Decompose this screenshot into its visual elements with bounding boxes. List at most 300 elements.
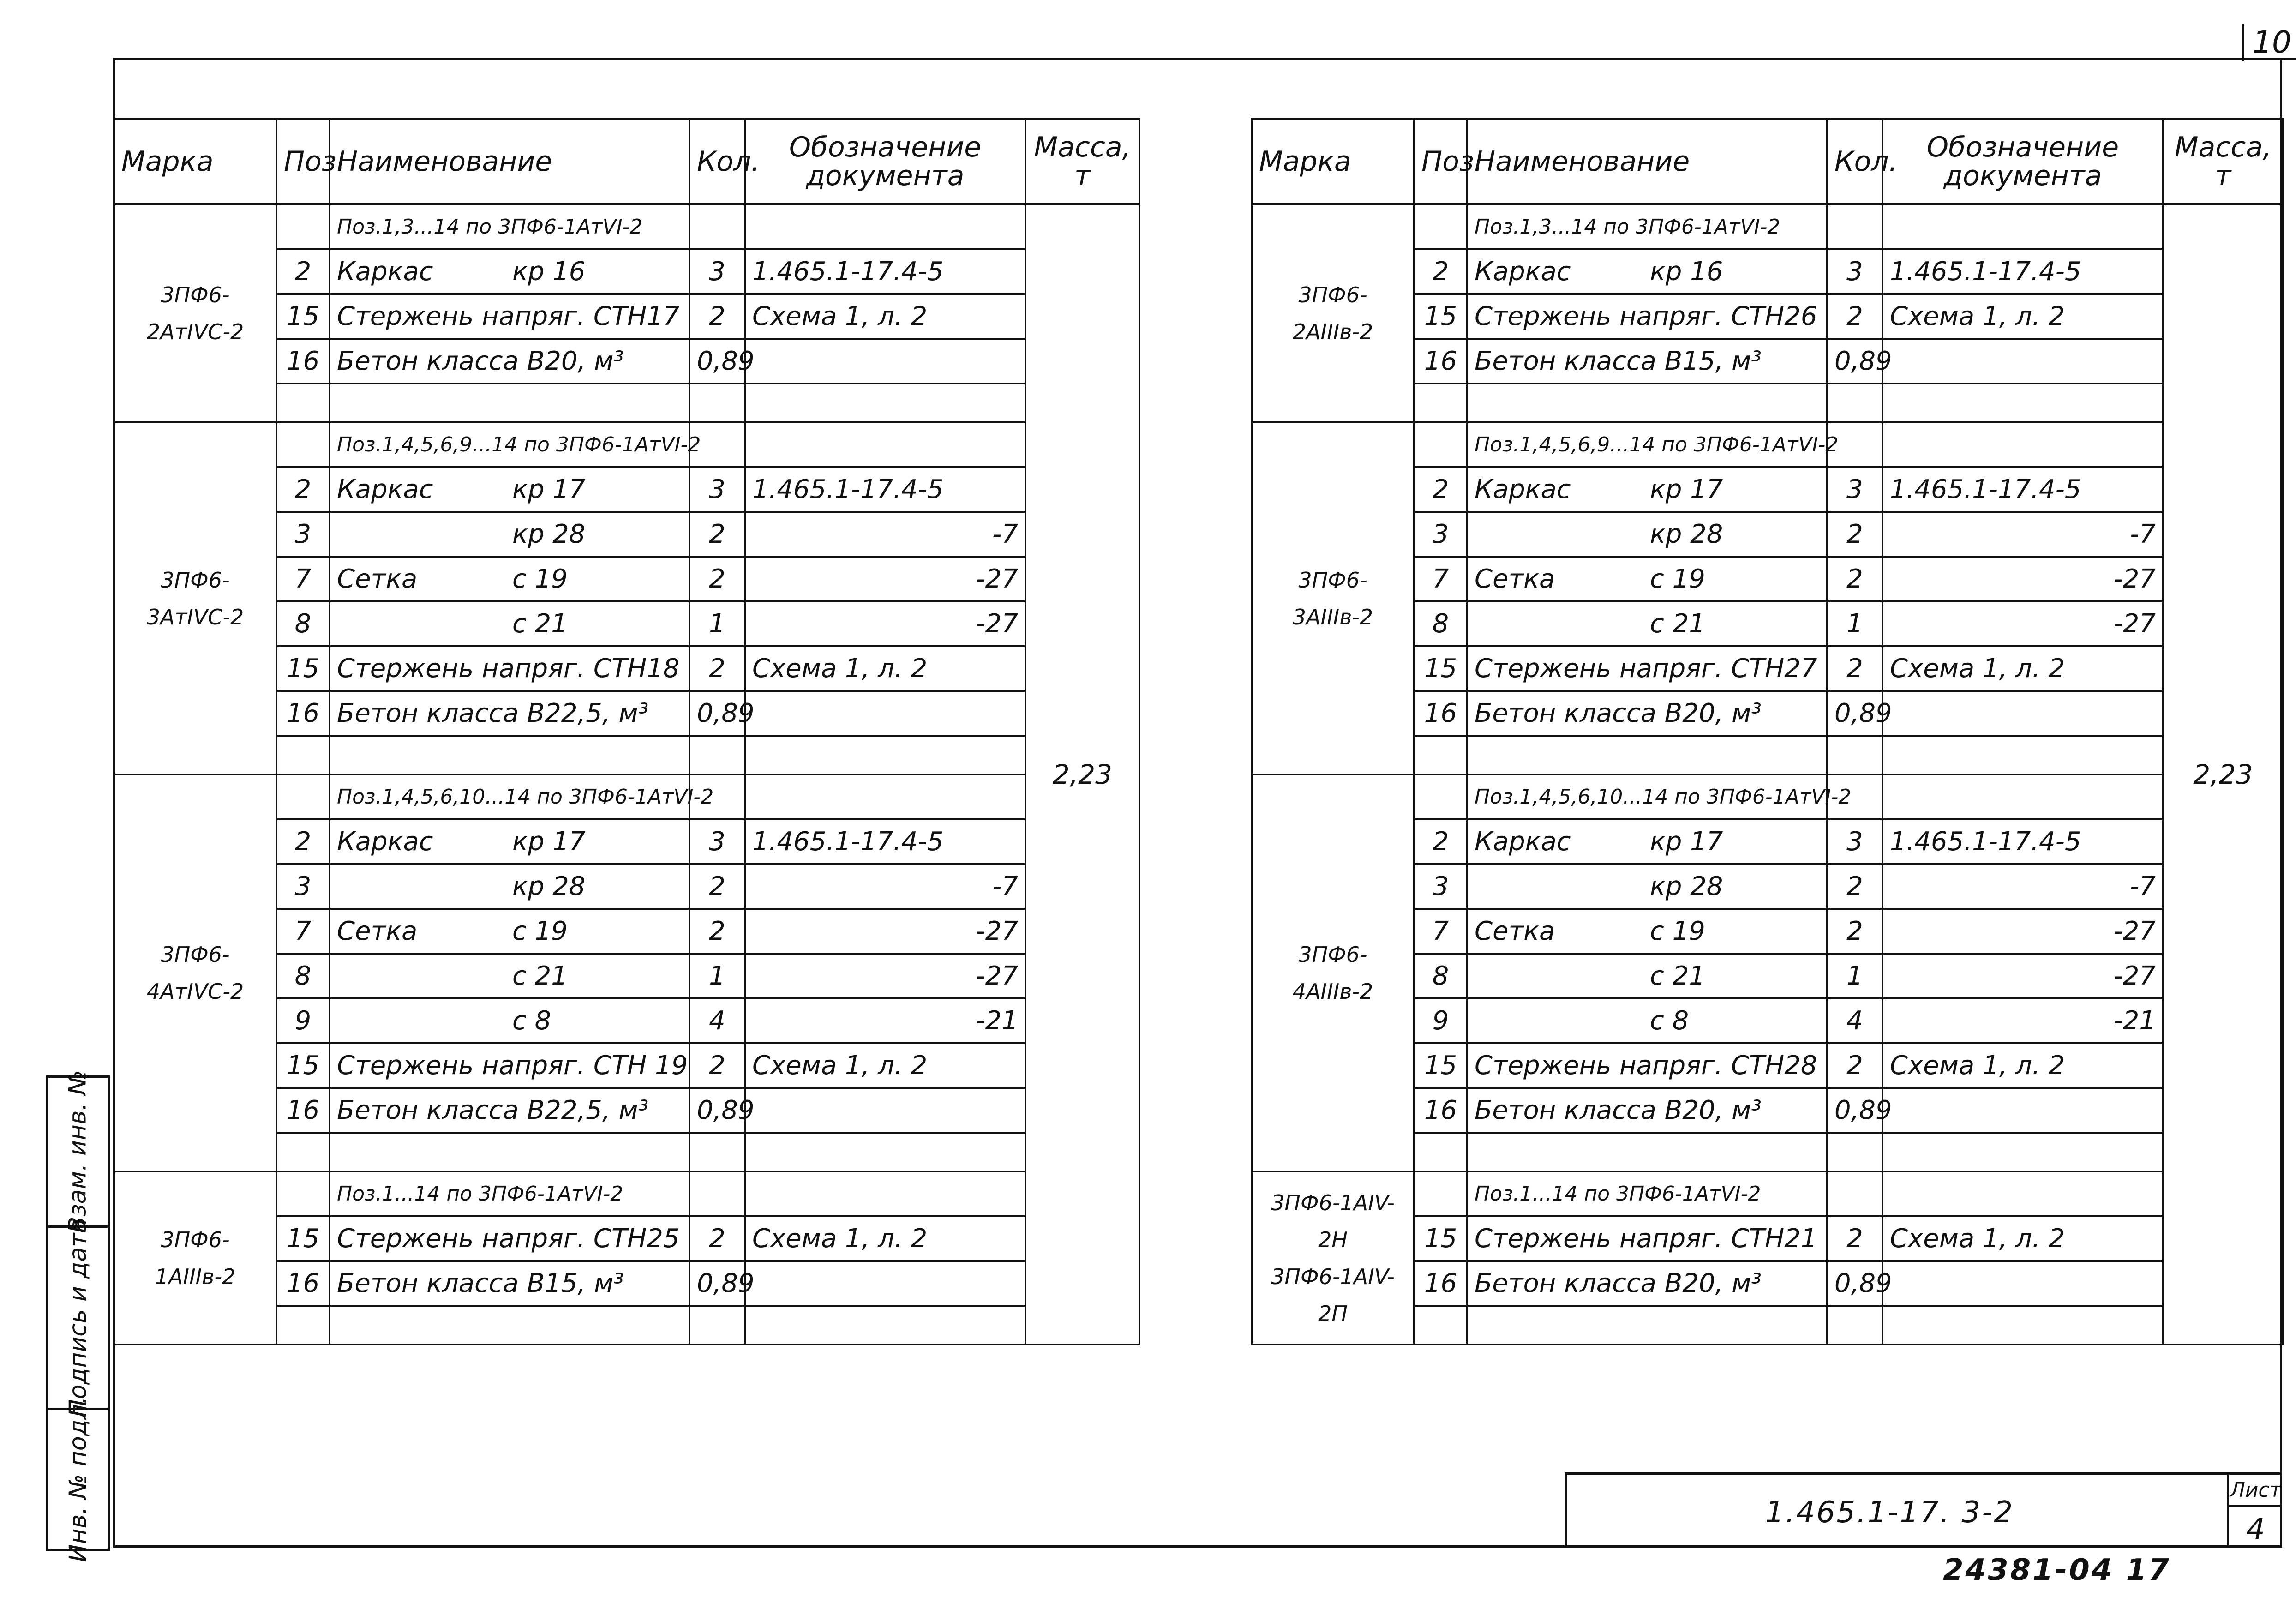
item-name: Бетон класса В15, м³ [1475,346,1762,376]
doc-cell [745,1088,1025,1133]
name-cell [1467,512,1827,557]
doc-cell [745,774,1025,819]
qty-cell: 2 [1827,1043,1882,1088]
pos-cell [1414,204,1467,250]
title-block [1565,1472,2282,1548]
mark-cell: 3ПФ6-2АIIIв-2 [1252,204,1414,423]
doc-cell [745,1261,1025,1306]
doc-cell: -27 [1882,909,2163,954]
doc-cell: 1.465.1-17.4-5 [1882,467,2163,512]
header-name: Наименование [330,119,689,204]
qty-cell [689,1171,745,1216]
name-cell [330,1088,689,1133]
item-name: Стержень напряг. СТН 19 [337,1051,688,1081]
item-name: Стержень напряг. СТН25 [337,1224,680,1254]
item-spec: с 21 [512,609,568,639]
qty-cell: 2 [689,1043,745,1088]
pos-cell: 7 [276,909,330,954]
name-cell [330,601,689,646]
name-cell [330,384,689,422]
doc-cell [1882,691,2163,736]
header-doc: Обозначение документа [745,119,1025,204]
doc-cell [745,736,1025,774]
name-cell [330,954,689,998]
doc-cell [1882,774,2163,819]
name-cell [330,736,689,774]
doc-cell [745,339,1025,384]
reference-cell: Поз.1,4,5,6,9...14 по 3ПФ6-1АтVI-2 [330,422,689,467]
pos-cell: 9 [276,998,330,1043]
pos-cell: 15 [1414,1043,1467,1088]
name-cell [330,249,689,294]
doc-cell [745,1306,1025,1345]
reference-cell: Поз.1,3...14 по 3ПФ6-1АтVI-2 [330,204,689,250]
reference-cell: Поз.1,3...14 по 3ПФ6-1АтVI-2 [1467,204,1827,250]
table-header [1252,119,2283,204]
qty-cell: 3 [689,249,745,294]
item-name: Бетон класса В20, м³ [337,346,624,376]
group-ref-row [114,204,1139,250]
item-spec: кр 28 [1650,519,1723,549]
pos-cell: 15 [1414,294,1467,339]
archive-number: 24381-04 17 [1943,1553,2171,1587]
header-qty: Кол. [1827,119,1882,204]
pos-cell: 2 [1414,249,1467,294]
doc-cell: -7 [1882,864,2163,909]
pos-cell [1414,1306,1467,1345]
pos-cell: 15 [1414,646,1467,691]
name-cell [1467,294,1827,339]
group-ref-row [114,1171,1139,1216]
qty-cell: 2 [689,1216,745,1261]
qty-cell: 2 [689,646,745,691]
spec-table-left [113,118,1140,1345]
item-spec: с 21 [512,961,568,991]
mark-cell: 3ПФ6-3АIIIв-2 [1252,422,1414,774]
qty-cell [1827,1171,1882,1216]
name-cell [330,1133,689,1171]
group-ref-row [1252,774,2283,819]
spec-table-right [1251,118,2284,1345]
pos-cell: 9 [1414,998,1467,1043]
item-name: Каркас [1475,474,1571,504]
qty-cell: 2 [1827,512,1882,557]
item-spec: кр 17 [512,827,586,857]
pos-cell [276,1171,330,1216]
header-name: Наименование [1467,119,1827,204]
group-ref-row [114,422,1139,467]
item-spec: кр 28 [512,871,586,901]
item-name: Бетон класса В15, м³ [337,1268,624,1298]
doc-cell [1882,204,2163,250]
doc-cell [1882,1088,2163,1133]
qty-cell: 0,89 [1827,1261,1882,1306]
doc-cell: Схема 1, л. 2 [1882,294,2163,339]
qty-cell: 0,89 [689,1088,745,1133]
name-cell [1467,691,1827,736]
qty-cell: 0,89 [1827,339,1882,384]
qty-cell: 2 [689,557,745,601]
header-mark: Марка [114,119,276,204]
table-body [114,204,1139,1345]
doc-cell: 1.465.1-17.4-5 [1882,819,2163,864]
item-spec: с 8 [512,1006,552,1036]
table-header [114,119,1139,204]
qty-cell: 0,89 [689,691,745,736]
doc-cell: Схема 1, л. 2 [745,1216,1025,1261]
qty-cell [1827,1306,1882,1345]
doc-cell: Схема 1, л. 2 [745,646,1025,691]
qty-cell [689,204,745,250]
name-cell [330,1261,689,1306]
name-cell [330,998,689,1043]
item-name: Стержень напряг. СТН28 [1475,1051,1817,1081]
mark-cell: 3ПФ6-4АтIVС-2 [114,774,276,1171]
qty-cell: 4 [1827,998,1882,1043]
reference-cell: Поз.1,4,5,6,9...14 по 3ПФ6-1АтVI-2 [1467,422,1827,467]
pos-cell: 2 [276,249,330,294]
doc-cell: -27 [1882,557,2163,601]
reference-cell: Поз.1,4,5,6,10...14 по 3ПФ6-1АтVI-2 [1467,774,1827,819]
mass-cell: 2,23 [2163,204,2283,1345]
item-name: Стержень напряг. СТН26 [1475,301,1817,331]
name-cell [330,339,689,384]
name-cell [330,557,689,601]
doc-cell [1882,1261,2163,1306]
item-name: Стержень напряг. СТН27 [1475,654,1817,684]
qty-cell: 3 [689,467,745,512]
name-cell [1467,646,1827,691]
side-sign-date-label: Подпись и дата [64,1218,92,1417]
doc-cell: -27 [1882,954,2163,998]
mark-cell: 3ПФ6-3АтIVС-2 [114,422,276,774]
name-cell [1467,1306,1827,1345]
name-cell [1467,557,1827,601]
item-name: Стержень напряг. СТН18 [337,654,680,684]
doc-cell: -21 [745,998,1025,1043]
pos-cell: 16 [1414,1261,1467,1306]
item-name: Каркас [1475,827,1571,857]
name-cell [1467,954,1827,998]
qty-cell: 2 [1827,864,1882,909]
name-cell [330,467,689,512]
item-spec: кр 28 [1650,871,1723,901]
item-name: Бетон класса В20, м³ [1475,1268,1762,1298]
item-spec: с 19 [1650,916,1705,946]
doc-cell: -7 [1882,512,2163,557]
doc-cell: -7 [745,512,1025,557]
pos-cell [276,1306,330,1345]
name-cell [1467,1261,1827,1306]
doc-cell: Схема 1, л. 2 [1882,1216,2163,1261]
name-cell [1467,864,1827,909]
pos-cell [1414,774,1467,819]
mark-cell: 3ПФ6-1АIIIв-2 [114,1171,276,1345]
doc-cell [1882,1306,2163,1345]
item-spec: кр 28 [512,519,586,549]
document-code: 1.465.1-17. 3-2 [1765,1495,2014,1530]
item-spec: с 19 [512,916,568,946]
name-cell [1467,339,1827,384]
doc-cell [745,422,1025,467]
item-name: Сетка [1475,564,1555,594]
qty-cell: 3 [1827,819,1882,864]
name-cell [1467,819,1827,864]
pos-cell [1414,736,1467,774]
doc-cell [1882,1133,2163,1171]
pos-cell: 15 [276,1043,330,1088]
header-pos: Поз. [1414,119,1467,204]
doc-cell [1882,736,2163,774]
qty-cell [689,1133,745,1171]
qty-cell: 0,89 [1827,691,1882,736]
doc-cell [1882,422,2163,467]
item-name: Сетка [1475,916,1555,946]
doc-cell [1882,339,2163,384]
qty-cell: 1 [1827,954,1882,998]
doc-cell: Схема 1, л. 2 [745,294,1025,339]
pos-cell: 16 [276,1261,330,1306]
qty-cell: 3 [1827,249,1882,294]
side-replace-inv-label: Взам. инв. № [64,1070,92,1233]
pos-cell [276,422,330,467]
item-spec: с 19 [512,564,568,594]
qty-cell: 3 [1827,467,1882,512]
pos-cell: 3 [1414,512,1467,557]
qty-cell: 1 [689,601,745,646]
doc-cell: 1.465.1-17.4-5 [1882,249,2163,294]
qty-cell [689,1306,745,1345]
name-cell [1467,1088,1827,1133]
pos-cell: 16 [276,691,330,736]
page-number-rule [2242,58,2296,60]
reference-cell: Поз.1,4,5,6,10...14 по 3ПФ6-1АтVI-2 [330,774,689,819]
pos-cell: 15 [276,1216,330,1261]
pos-cell [1414,1133,1467,1171]
mass-cell: 2,23 [1025,204,1139,1345]
qty-cell [1827,204,1882,250]
pos-cell: 16 [1414,1088,1467,1133]
name-cell [1467,384,1827,422]
qty-cell [1827,1133,1882,1171]
item-spec: с 21 [1650,609,1705,639]
pos-cell [276,736,330,774]
doc-cell: Схема 1, л. 2 [745,1043,1025,1088]
qty-cell: 2 [1827,909,1882,954]
side-inv-no [46,1396,110,1562]
item-name: Бетон класса В22,5, м³ [337,698,649,728]
header-pos: Поз. [276,119,330,204]
item-spec: кр 17 [1650,827,1723,857]
name-cell [330,294,689,339]
pos-cell: 2 [276,467,330,512]
pos-cell [1414,422,1467,467]
doc-cell: Схема 1, л. 2 [1882,646,2163,691]
pos-cell: 8 [1414,601,1467,646]
header-mark: Марка [1252,119,1414,204]
header-mass: Масса, т [1025,119,1139,204]
name-cell [330,1216,689,1261]
pos-cell: 8 [276,601,330,646]
name-cell [1467,1043,1827,1088]
pos-cell: 15 [276,646,330,691]
item-name: Каркас [337,257,433,287]
name-cell [330,1306,689,1345]
qty-cell: 1 [1827,601,1882,646]
pos-cell [276,384,330,422]
item-name: Сетка [337,564,418,594]
item-name: Каркас [337,474,433,504]
doc-cell: -27 [745,909,1025,954]
qty-cell: 1 [689,954,745,998]
pos-cell [276,204,330,250]
sheet-cell [2227,1475,2282,1548]
name-cell [1467,1133,1827,1171]
pos-cell: 16 [276,1088,330,1133]
mark-cell: 3ПФ6-1АIV-2Н 3ПФ6-1АIV-2П [1252,1171,1414,1345]
header-mass: Масса, т [2163,119,2283,204]
sheet-value: 4 [2246,1513,2265,1547]
pos-cell [276,774,330,819]
name-cell [1467,1216,1827,1261]
side-replace-inv [46,1070,110,1233]
name-cell [1467,249,1827,294]
item-spec: с 8 [1650,1006,1689,1036]
doc-cell: -7 [745,864,1025,909]
name-cell [330,864,689,909]
item-name: Стержень напряг. СТН17 [337,301,680,331]
doc-cell [745,384,1025,422]
pos-cell: 3 [276,512,330,557]
name-cell [1467,467,1827,512]
doc-cell [745,1133,1025,1171]
reference-cell: Поз.1...14 по 3ПФ6-1АтVI-2 [1467,1171,1827,1216]
qty-cell: 2 [1827,294,1882,339]
header-doc: Обозначение документа [1882,119,2163,204]
name-cell [1467,601,1827,646]
doc-cell: -27 [745,601,1025,646]
pos-cell: 3 [276,864,330,909]
pos-cell: 16 [276,339,330,384]
item-name: Бетон класса В22,5, м³ [337,1095,649,1125]
item-name: Бетон класса В20, м³ [1475,1095,1762,1125]
pos-cell: 2 [1414,467,1467,512]
qty-cell: 3 [689,819,745,864]
mark-cell: 3ПФ6-2АтIVС-2 [114,204,276,423]
pos-cell: 15 [1414,1216,1467,1261]
side-sign-date [46,1218,110,1417]
pos-cell: 16 [1414,691,1467,736]
pos-cell: 7 [1414,557,1467,601]
page-number: 10 [2242,24,2291,61]
doc-cell: Схема 1, л. 2 [1882,1043,2163,1088]
group-ref-row [1252,422,2283,467]
qty-cell: 2 [1827,557,1882,601]
doc-cell: -27 [1882,601,2163,646]
pos-cell [276,1133,330,1171]
pos-cell [1414,384,1467,422]
qty-cell [1827,384,1882,422]
doc-cell [1882,1171,2163,1216]
qty-cell [689,384,745,422]
qty-cell: 0,89 [689,339,745,384]
name-cell [1467,736,1827,774]
item-name: Сетка [337,916,418,946]
doc-cell: 1.465.1-17.4-5 [745,819,1025,864]
qty-cell: 0,89 [1827,1088,1882,1133]
pos-cell: 16 [1414,339,1467,384]
qty-cell: 2 [1827,1216,1882,1261]
pos-cell: 3 [1414,864,1467,909]
doc-cell: 1.465.1-17.4-5 [745,249,1025,294]
name-cell [330,646,689,691]
pos-cell: 8 [1414,954,1467,998]
item-spec: с 19 [1650,564,1705,594]
qty-cell: 2 [689,512,745,557]
doc-cell: -27 [745,954,1025,998]
name-cell [1467,998,1827,1043]
item-spec: кр 17 [1650,474,1723,504]
item-name: Каркас [337,827,433,857]
reference-cell: Поз.1...14 по 3ПФ6-1АтVI-2 [330,1171,689,1216]
item-spec: кр 16 [512,257,586,287]
pos-cell: 8 [276,954,330,998]
item-name: Бетон класса В20, м³ [1475,698,1762,728]
side-inv-no-label: Инв. № подл. [64,1396,92,1562]
doc-cell [745,691,1025,736]
doc-cell: -27 [745,557,1025,601]
qty-cell: 0,89 [689,1261,745,1306]
name-cell [330,1043,689,1088]
item-name: Стержень напряг. СТН21 [1475,1224,1817,1254]
qty-cell: 2 [1827,646,1882,691]
name-cell [330,819,689,864]
pos-cell: 2 [1414,819,1467,864]
pos-cell: 15 [276,294,330,339]
pos-cell: 7 [1414,909,1467,954]
name-cell [330,909,689,954]
qty-cell [689,736,745,774]
doc-cell: -21 [1882,998,2163,1043]
qty-cell: 2 [689,909,745,954]
table-body [1252,204,2283,1345]
qty-cell [1827,736,1882,774]
doc-cell: 1.465.1-17.4-5 [745,467,1025,512]
name-cell [330,512,689,557]
item-spec: кр 17 [512,474,586,504]
doc-cell [745,204,1025,250]
qty-cell: 2 [689,294,745,339]
pos-cell: 7 [276,557,330,601]
pos-cell: 2 [276,819,330,864]
name-cell [330,691,689,736]
item-spec: кр 16 [1650,257,1723,287]
doc-cell [1882,384,2163,422]
header-qty: Кол. [689,119,745,204]
item-spec: с 21 [1650,961,1705,991]
qty-cell: 4 [689,998,745,1043]
group-ref-row [1252,204,2283,250]
pos-cell [1414,1171,1467,1216]
item-name: Каркас [1475,257,1571,287]
mark-cell: 3ПФ6-4АIIIв-2 [1252,774,1414,1171]
group-ref-row [1252,1171,2283,1216]
doc-cell [745,1171,1025,1216]
sheet-label: Лист [2229,1478,2282,1507]
name-cell [1467,909,1827,954]
group-ref-row [114,774,1139,819]
qty-cell: 2 [689,864,745,909]
